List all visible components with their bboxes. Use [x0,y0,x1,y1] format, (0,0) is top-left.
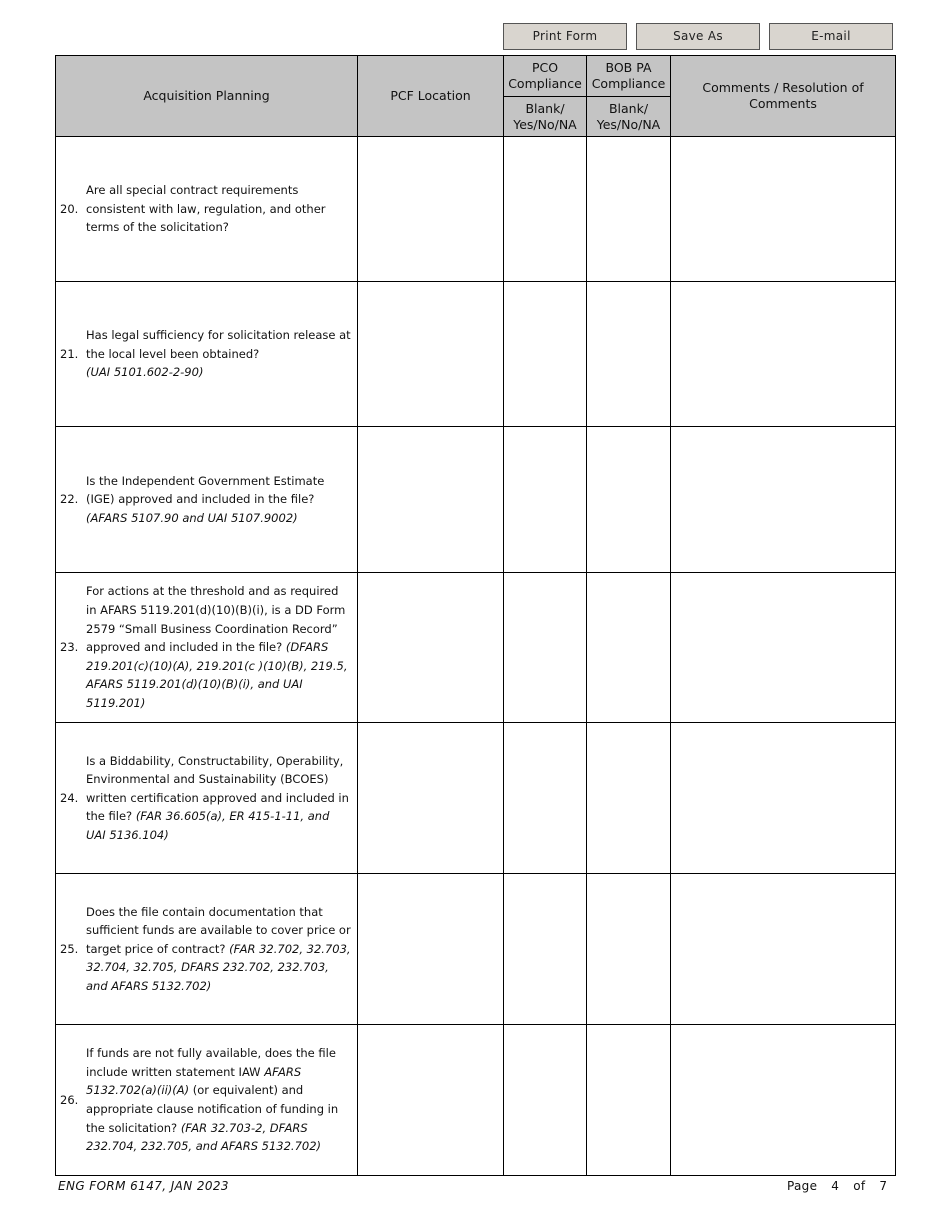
save-as-button[interactable]: Save As [636,23,760,50]
question-text: If funds are not fully available, does the file include written statement IAW AFARS 5132.702(a)(ii)(A) (or equivalent) and appropriate clause notification of funding in the solicitation? (FAR 32.703-2, DFARS 232.704, 232.705, and AFARS 5132.702) [86,1046,339,1154]
pcf-location-field[interactable] [358,137,504,282]
comments-field[interactable] [671,282,896,427]
bob-compliance-field[interactable] [587,723,671,874]
header-pcf-location: PCF Location [358,56,504,137]
question-reference: (FAR 36.605(a), ER 415-1-11, and UAI 5136.104) [86,809,330,842]
pcf-location-field[interactable] [358,573,504,723]
table-row [56,874,896,1025]
question-reference: (FAR 32.703-2, DFARS 232.704, 232.705, and AFARS 5132.702) [86,1120,322,1154]
header-acquisition-planning: Acquisition Planning [56,56,358,137]
header-comments: Comments / Resolution of Comments [671,56,896,137]
header-bob-pa-compliance: BOB PA Compliance [587,56,671,97]
bob-compliance-field[interactable] [587,137,671,282]
question-cell [56,1025,358,1176]
pco-compliance-field[interactable] [504,573,587,723]
comments-field[interactable] [671,723,896,874]
question-cell [56,427,358,573]
question-number: 25. [60,941,79,956]
checklist-table [55,55,896,1176]
question-text: Are all special contract requirements consistent with law, regulation, and other terms of the solicitation? [86,183,326,235]
question-number: 20. [60,201,79,216]
question-text: Is a Biddability, Constructability, Operability, Environmental and Sustainability (BCOES) written certification approved and included in the file? (FAR 36.605(a), ER 415-1-11, and UAI 5136.104) [86,753,349,842]
question-reference: (FAR 32.702, 32.703, 32.704, 32.705, DFARS 232.702, 232.703, and AFARS 5132.702) [86,941,351,993]
comments-field[interactable] [671,1025,896,1176]
pco-compliance-field[interactable] [504,137,587,282]
question-cell [56,723,358,874]
form-identifier: ENG FORM 6147, JAN 2023 [58,1179,229,1193]
comments-field[interactable] [671,573,896,723]
pcf-location-field[interactable] [358,427,504,573]
question-reference: (UAI 5101.602-2-90) [86,365,204,380]
question-text: Does the file contain documentation that sufficient funds are available to cover price or target price of contract? (FAR 32.702, 32.703, 32.704, 32.705, DFARS 232.702, 232.703, and AFARS 5132.702) [86,904,351,993]
pco-compliance-field[interactable] [504,427,587,573]
question-reference: (AFARS 5107.90 and UAI 5107.9002) [86,510,298,525]
pco-compliance-field[interactable] [504,1025,587,1176]
table-row [56,427,896,573]
question-cell [56,137,358,282]
bob-compliance-field[interactable] [587,427,671,573]
question-number: 23. [60,640,79,655]
page-label: Page [787,1179,818,1193]
question-cell [56,282,358,427]
pcf-location-field[interactable] [358,282,504,427]
email-button[interactable]: E-mail [769,23,893,50]
bob-compliance-field[interactable] [587,874,671,1025]
table-row [56,573,896,723]
pco-compliance-field[interactable] [504,723,587,874]
question-number: 24. [60,790,79,805]
bob-compliance-field[interactable] [587,1025,671,1176]
header-pco-compliance: PCO Compliance [504,56,587,97]
question-number: 22. [60,492,79,507]
pcf-location-field[interactable] [358,874,504,1025]
page-of-label: of [853,1179,866,1193]
question-text: Is the Independent Government Estimate (IGE) approved and included in the file? (AFARS 5107.90 and UAI 5107.9002) [86,473,325,525]
question-number: 21. [60,346,79,361]
header-pco-options: Blank/ Yes/No/NA [504,97,587,137]
question-text: For actions at the threshold and as required in AFARS 5119.201(d)(10)(B)(i), is a DD Form 2579 “Small Business Coordination Record” approved and included in the file? (DFARS 219.201(c)(10)(A), 219.201(c )(10)(B), 219.5, AFARS 5119.201(d)(10)(B)(i), and UAI 5119.201) [86,584,348,710]
pcf-location-field[interactable] [358,723,504,874]
question-text: Has legal sufficiency for solicitation release at the local level been obtained? (UAI 5101.602-2-90) [86,328,351,380]
header-bob-options: Blank/ Yes/No/NA [587,97,671,137]
table-row [56,282,896,427]
question-reference: AFARS 5132.702(a)(ii)(A) [86,1064,302,1098]
print-form-button[interactable]: Print Form [503,23,627,50]
comments-field[interactable] [671,137,896,282]
bob-compliance-field[interactable] [587,573,671,723]
bob-compliance-field[interactable] [587,282,671,427]
question-cell [56,573,358,723]
pco-compliance-field[interactable] [504,282,587,427]
question-number: 26. [60,1092,79,1107]
page-total: 7 [879,1179,888,1193]
question-cell [56,874,358,1025]
table-row [56,137,896,282]
comments-field[interactable] [671,427,896,573]
page-indicator [787,1179,887,1193]
pco-compliance-field[interactable] [504,874,587,1025]
page-number: 4 [831,1179,840,1193]
question-reference: (DFARS 219.201(c)(10)(A), 219.201(c )(10)(B), 219.5, AFARS 5119.201(d)(10)(B)(i), and UAI 5119.201) [86,640,348,710]
comments-field[interactable] [671,874,896,1025]
table-row [56,723,896,874]
pcf-location-field[interactable] [358,1025,504,1176]
table-row [56,1025,896,1176]
